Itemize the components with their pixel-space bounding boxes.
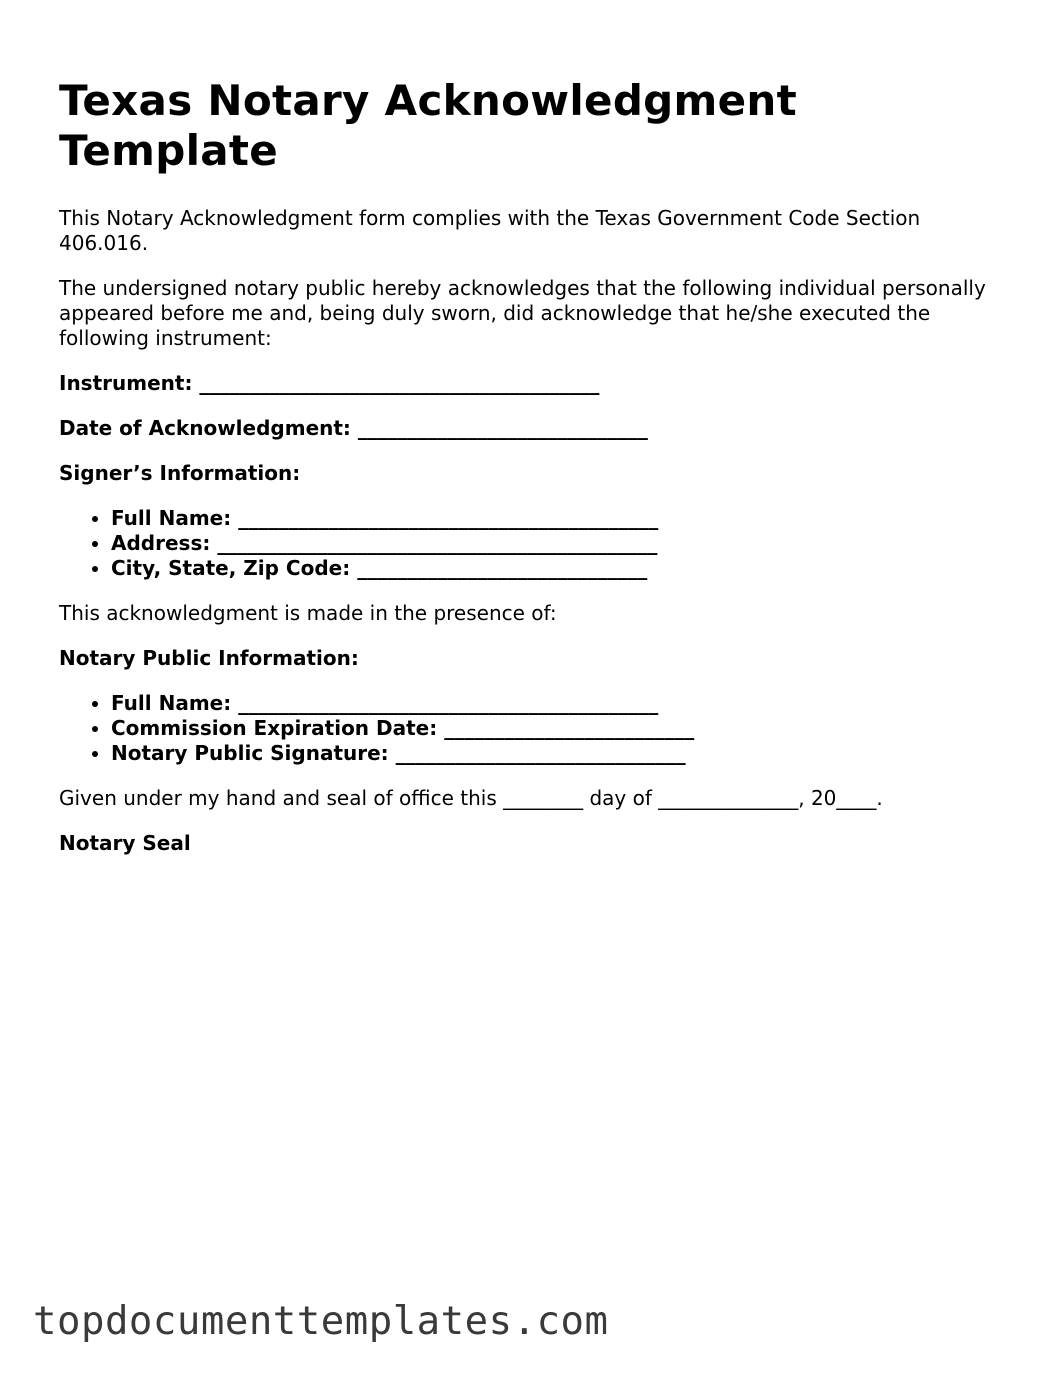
signer-city-state-zip-label: City, State, Zip Code: (111, 556, 351, 580)
watermark: topdocumenttemplates.com (33, 1299, 609, 1344)
signer-address-blank[interactable]: ____________________________________________ (217, 531, 658, 555)
signer-full-name-blank[interactable]: __________________________________________ (238, 506, 659, 530)
notary-seal-label: Notary Seal (59, 831, 191, 855)
signer-address-label: Address: (111, 531, 211, 555)
signer-address (111, 531, 999, 556)
intro-paragraph: This Notary Acknowledgment form complies with the Texas Government Code Section 406.016. (59, 206, 921, 255)
signer-full-name (111, 506, 999, 531)
instrument-label: Instrument: (59, 371, 193, 395)
notary-signature-blank[interactable]: _____________________________ (395, 741, 686, 765)
signer-list (59, 506, 999, 581)
statement-paragraph: The undersigned notary public hereby acknowledges that the following individual personally appeared before me and, being duly sworn, did acknowledge that he/she executed the following instrument: (59, 276, 986, 350)
notary-full-name-blank[interactable]: __________________________________________ (238, 691, 659, 715)
notary-full-name (111, 691, 999, 716)
given-under-paragraph: Given under my hand and seal of office this ________ day of ______________, 20____. (59, 786, 883, 810)
signer-full-name-label: Full Name: (111, 506, 232, 530)
document-title: Texas Notary Acknowledgment Template (59, 76, 797, 175)
signer-city-state-zip (111, 556, 999, 581)
signer-heading: Signer’s Information: (59, 461, 301, 485)
date-of-acknowledgment-field (59, 416, 999, 441)
notary-signature-label: Notary Public Signature: (111, 741, 389, 765)
presence-paragraph: This acknowledgment is made in the presence of: (59, 601, 557, 625)
document-page (59, 76, 999, 876)
notary-full-name-label: Full Name: (111, 691, 232, 715)
instrument-field (59, 371, 999, 396)
notary-list (59, 691, 999, 766)
notary-heading: Notary Public Information: (59, 646, 359, 670)
date-of-acknowledgment-label: Date of Acknowledgment: (59, 416, 351, 440)
notary-commission-expiration-blank[interactable]: _________________________ (444, 716, 695, 740)
notary-signature (111, 741, 999, 766)
instrument-blank[interactable]: ________________________________________ (199, 371, 600, 395)
notary-commission-expiration (111, 716, 999, 741)
signer-city-state-zip-blank[interactable]: _____________________________ (357, 556, 648, 580)
notary-commission-expiration-label: Commission Expiration Date: (111, 716, 438, 740)
date-of-acknowledgment-blank[interactable]: _____________________________ (357, 416, 648, 440)
